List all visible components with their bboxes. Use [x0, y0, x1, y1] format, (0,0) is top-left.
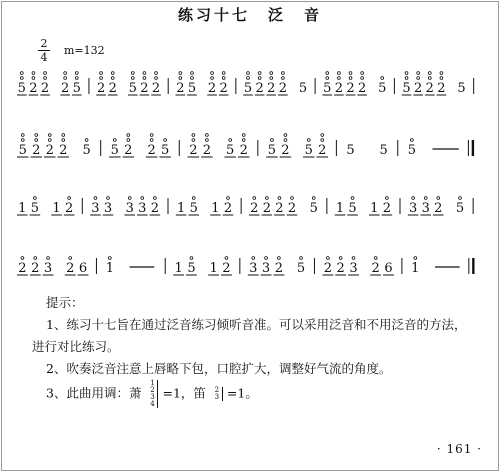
- performance-notes: [32, 292, 492, 408]
- harmonic-mark-icon: [381, 77, 384, 80]
- harmonic-mark-icon: [21, 257, 24, 260]
- harmonic-mark-icon: [48, 139, 51, 142]
- harmonic-mark-icon: [414, 257, 417, 260]
- harmonic-mark-icon: [47, 257, 50, 260]
- score-note: 5: [243, 81, 253, 96]
- score-note: 2: [219, 81, 228, 96]
- time-sig-denominator: 4: [40, 51, 48, 64]
- harmonic-mark-icon: [284, 139, 287, 142]
- page-number: · 161 ·: [436, 442, 482, 456]
- score-note: 3: [261, 261, 271, 276]
- score-note: 2: [140, 81, 149, 96]
- harmonic-mark-icon: [94, 197, 97, 200]
- score-note: 5: [455, 201, 465, 216]
- score-note: 3: [125, 201, 134, 216]
- harmonic-mark-icon: [155, 72, 158, 75]
- harmonic-mark-icon: [326, 257, 329, 260]
- score-note: 2: [371, 261, 380, 276]
- score-note: 5: [72, 81, 81, 96]
- score-note: 3: [249, 261, 258, 276]
- harmonic-mark-icon: [20, 77, 23, 80]
- harmonic-mark-icon: [21, 139, 24, 142]
- harmonic-mark-icon: [100, 77, 103, 80]
- harmonic-mark-icon: [284, 134, 287, 137]
- harmonic-mark-icon: [428, 72, 431, 75]
- score-note: 2: [18, 261, 27, 276]
- score-note: 3: [91, 201, 100, 216]
- notes-item-1-continued: 进行对比练习。: [32, 339, 120, 354]
- harmonic-mark-icon: [33, 197, 36, 200]
- harmonic-mark-icon: [247, 72, 250, 75]
- score-note: 5: [346, 143, 355, 158]
- score-note: 2: [32, 143, 41, 158]
- score-note: 2: [287, 201, 297, 216]
- score-note: 2: [65, 201, 74, 216]
- harmonic-mark-icon: [410, 139, 413, 142]
- xiao-fingering-1: 1: [150, 379, 155, 387]
- harmonic-mark-icon: [326, 77, 329, 80]
- score-note: 5: [17, 81, 26, 96]
- score-note: 2: [40, 81, 50, 96]
- harmonic-mark-icon: [227, 197, 230, 200]
- score-note: 2: [275, 201, 284, 216]
- score-note: 5: [82, 143, 91, 158]
- score-note: 2: [346, 81, 355, 96]
- harmonic-mark-icon: [164, 139, 167, 142]
- score-note: 1: [370, 201, 379, 216]
- harmonic-mark-icon: [75, 77, 78, 80]
- di-fingering-1: 2: [214, 386, 220, 394]
- harmonic-mark-icon: [179, 77, 182, 80]
- score-note: 3: [349, 261, 358, 276]
- harmonic-mark-icon: [437, 197, 440, 200]
- score-note: 5: [226, 143, 235, 158]
- score-note: 2: [189, 143, 198, 158]
- harmonic-mark-icon: [278, 197, 281, 200]
- score-note: 5: [378, 81, 387, 96]
- score-note: 2: [147, 143, 156, 158]
- score-note: 2: [336, 261, 345, 276]
- harmonic-mark-icon: [277, 257, 280, 260]
- harmonic-mark-icon: [179, 72, 182, 75]
- score-note: 2: [318, 143, 327, 158]
- harmonic-mark-icon: [417, 77, 420, 80]
- score-note: 2: [207, 81, 217, 96]
- harmonic-mark-icon: [20, 72, 23, 75]
- harmonic-mark-icon: [69, 257, 72, 260]
- score-note: 1: [335, 201, 345, 216]
- score-note: 2: [323, 261, 332, 276]
- harmonic-mark-icon: [326, 72, 329, 75]
- harmonic-mark-icon: [225, 257, 228, 260]
- harmonic-mark-icon: [352, 257, 355, 260]
- harmonic-mark-icon: [321, 134, 324, 137]
- harmonic-mark-icon: [300, 257, 303, 260]
- harmonic-mark-icon: [361, 72, 364, 75]
- score-note: 2: [414, 81, 423, 96]
- score-note: 2: [108, 81, 117, 96]
- score-note: 6: [78, 261, 88, 276]
- score-note: 2: [31, 261, 40, 276]
- harmonic-mark-icon: [337, 72, 340, 75]
- harmonic-mark-icon: [205, 134, 208, 137]
- harmonic-mark-icon: [337, 77, 340, 80]
- harmonic-mark-icon: [127, 139, 130, 142]
- score-note: 2: [437, 81, 446, 96]
- harmonic-mark-icon: [405, 72, 408, 75]
- score-note: 1: [174, 261, 183, 276]
- score-note: 1: [105, 261, 114, 276]
- score-note: 5: [187, 261, 196, 276]
- harmonic-mark-icon: [85, 139, 88, 142]
- xiao-fingering-3: 3: [150, 393, 155, 401]
- harmonic-mark-icon: [405, 77, 408, 80]
- score-note: 1: [18, 201, 27, 216]
- harmonic-mark-icon: [281, 72, 284, 75]
- notes-item-3-prefix: 3、此曲用调：萧: [46, 385, 142, 401]
- harmonic-mark-icon: [242, 139, 245, 142]
- score-note: 5: [128, 81, 137, 96]
- score-note: 3: [138, 201, 147, 216]
- notes-item-3-mid: =1，笛: [162, 385, 206, 401]
- score-note: 5: [457, 81, 466, 96]
- harmonic-mark-icon: [270, 77, 273, 80]
- harmonic-mark-icon: [108, 257, 111, 260]
- score-note: 5: [267, 143, 277, 158]
- score-note: 1: [211, 201, 220, 216]
- score-note: 5: [298, 81, 308, 96]
- harmonic-mark-icon: [191, 72, 194, 75]
- harmonic-mark-icon: [440, 77, 443, 80]
- score-note: 5: [30, 201, 39, 216]
- harmonic-mark-icon: [35, 134, 38, 137]
- xiao-fingering-4: 4: [150, 400, 155, 408]
- harmonic-mark-icon: [211, 72, 214, 75]
- harmonic-mark-icon: [113, 139, 116, 142]
- harmonic-mark-icon: [253, 197, 256, 200]
- score-note: 2: [278, 81, 288, 96]
- score-note: 3: [43, 261, 53, 276]
- harmonic-mark-icon: [35, 139, 38, 142]
- score-note: 2: [382, 201, 391, 216]
- score-note: 5: [304, 143, 313, 158]
- harmonic-mark-icon: [141, 197, 144, 200]
- harmonic-mark-icon: [321, 139, 324, 142]
- harmonic-mark-icon: [374, 257, 377, 260]
- harmonic-mark-icon: [192, 134, 195, 137]
- harmonic-mark-icon: [417, 72, 420, 75]
- notes-item-3: [46, 380, 492, 408]
- score-note: 2: [255, 81, 264, 96]
- harmonic-mark-icon: [64, 77, 67, 80]
- harmonic-mark-icon: [62, 139, 65, 142]
- harmonic-mark-icon: [131, 77, 134, 80]
- notes-heading: 提示：: [46, 295, 84, 310]
- harmonic-mark-icon: [32, 77, 35, 80]
- score-note: 2: [222, 261, 231, 276]
- harmonic-mark-icon: [229, 139, 232, 142]
- harmonic-mark-icon: [127, 134, 130, 137]
- harmonic-mark-icon: [75, 72, 78, 75]
- harmonic-mark-icon: [192, 139, 195, 142]
- score-note: 2: [223, 201, 233, 216]
- score-note: 3: [421, 201, 430, 216]
- score-note: 5: [402, 81, 411, 96]
- harmonic-mark-icon: [150, 134, 153, 137]
- xiao-fingering-2: 2: [150, 386, 155, 394]
- score-note: 5: [348, 201, 357, 216]
- score-note: 5: [161, 143, 170, 158]
- harmonic-mark-icon: [252, 257, 255, 260]
- harmonic-mark-icon: [291, 197, 294, 200]
- score-note: 2: [61, 81, 70, 96]
- score-note: 2: [66, 261, 75, 276]
- score-note: 2: [59, 143, 68, 158]
- score-note: 2: [151, 81, 161, 96]
- harmonic-mark-icon: [32, 72, 35, 75]
- harmonic-mark-icon: [191, 77, 194, 80]
- notes-item-2: 2、吹奏泛音注意上唇略下包，口腔扩大，调整好气流的角度。: [46, 361, 392, 376]
- notes-item-3-end: =1。: [226, 385, 258, 401]
- harmonic-mark-icon: [44, 77, 47, 80]
- harmonic-mark-icon: [143, 77, 146, 80]
- score-note: 2: [281, 143, 290, 158]
- harmonic-mark-icon: [150, 139, 153, 142]
- harmonic-mark-icon: [339, 257, 342, 260]
- harmonic-mark-icon: [153, 197, 156, 200]
- harmonic-mark-icon: [385, 197, 388, 200]
- harmonic-mark-icon: [247, 77, 250, 80]
- harmonic-mark-icon: [258, 77, 261, 80]
- harmonic-mark-icon: [270, 72, 273, 75]
- harmonic-mark-icon: [128, 197, 131, 200]
- score-note: 5: [110, 143, 119, 158]
- harmonic-mark-icon: [361, 77, 364, 80]
- harmonic-mark-icon: [271, 139, 274, 142]
- harmonic-mark-icon: [205, 139, 208, 142]
- harmonic-mark-icon: [44, 72, 47, 75]
- score-note: 2: [45, 143, 54, 158]
- harmonic-mark-icon: [349, 77, 352, 80]
- score-note: 2: [239, 143, 248, 158]
- score-note: 2: [425, 81, 434, 96]
- harmonic-mark-icon: [307, 139, 310, 142]
- harmonic-mark-icon: [64, 72, 67, 75]
- harmonic-mark-icon: [281, 77, 284, 80]
- harmonic-mark-icon: [428, 77, 431, 80]
- score-note: 6: [384, 261, 393, 276]
- score-note: 3: [409, 201, 418, 216]
- score-note: 1: [177, 201, 186, 216]
- harmonic-mark-icon: [62, 134, 65, 137]
- score-note: 2: [358, 81, 367, 96]
- harmonic-mark-icon: [68, 197, 71, 200]
- score-note: 1: [411, 261, 420, 276]
- harmonic-mark-icon: [21, 134, 24, 137]
- harmonic-mark-icon: [211, 77, 214, 80]
- xiao-fingering-diagram: [147, 380, 158, 408]
- score-note: 2: [176, 81, 185, 96]
- harmonic-mark-icon: [155, 77, 158, 80]
- score-note: 2: [250, 201, 259, 216]
- harmonic-mark-icon: [143, 72, 146, 75]
- di-fingering-diagram: [212, 387, 223, 401]
- score-note: 3: [103, 201, 113, 216]
- score-note: 2: [96, 81, 106, 96]
- harmonic-mark-icon: [349, 72, 352, 75]
- score-note: 5: [309, 201, 318, 216]
- harmonic-mark-icon: [111, 77, 114, 80]
- harmonic-mark-icon: [34, 257, 37, 260]
- score-note: 2: [334, 81, 344, 96]
- harmonic-mark-icon: [48, 134, 51, 137]
- score-note: 5: [187, 81, 197, 96]
- harmonic-mark-icon: [265, 257, 268, 260]
- score-note: 5: [296, 261, 306, 276]
- harmonic-mark-icon: [222, 72, 225, 75]
- score-note: 5: [18, 143, 27, 158]
- time-sig-numerator: 2: [40, 37, 48, 50]
- metronome-mark: m=132: [64, 44, 105, 57]
- score-note: 2: [124, 143, 133, 158]
- score-note: 2: [434, 201, 443, 216]
- score-note: 2: [29, 81, 38, 96]
- score-note: 2: [274, 261, 284, 276]
- harmonic-mark-icon: [107, 197, 110, 200]
- score-note: 2: [150, 201, 159, 216]
- harmonic-mark-icon: [459, 197, 462, 200]
- page-title: 练习十七 泛 音: [177, 6, 322, 24]
- score-note: 2: [202, 143, 212, 158]
- harmonic-mark-icon: [111, 72, 114, 75]
- harmonic-mark-icon: [424, 197, 427, 200]
- harmonic-mark-icon: [131, 72, 134, 75]
- di-fingering-2: 3: [214, 393, 220, 401]
- harmonic-mark-icon: [265, 197, 268, 200]
- harmonic-mark-icon: [258, 72, 261, 75]
- harmonic-mark-icon: [222, 77, 225, 80]
- score-note: 5: [323, 81, 332, 96]
- notes-item-1: 1、练习十七旨在通过泛音练习倾听音准。可以采用泛音和不用泛音的方法，: [46, 317, 467, 332]
- score-note: 5: [189, 201, 198, 216]
- harmonic-mark-icon: [351, 197, 354, 200]
- score-note: 2: [267, 81, 276, 96]
- harmonic-mark-icon: [312, 197, 315, 200]
- score-note: 5: [379, 143, 388, 158]
- harmonic-mark-icon: [190, 257, 193, 260]
- harmonic-mark-icon: [440, 72, 443, 75]
- score-note: 2: [262, 201, 271, 216]
- harmonic-mark-icon: [100, 72, 103, 75]
- score-note: 1: [52, 201, 61, 216]
- harmonic-mark-icon: [412, 197, 415, 200]
- harmonic-mark-icon: [242, 134, 245, 137]
- score-note: 1: [209, 261, 218, 276]
- harmonic-mark-icon: [192, 197, 195, 200]
- score-note: 5: [407, 143, 417, 158]
